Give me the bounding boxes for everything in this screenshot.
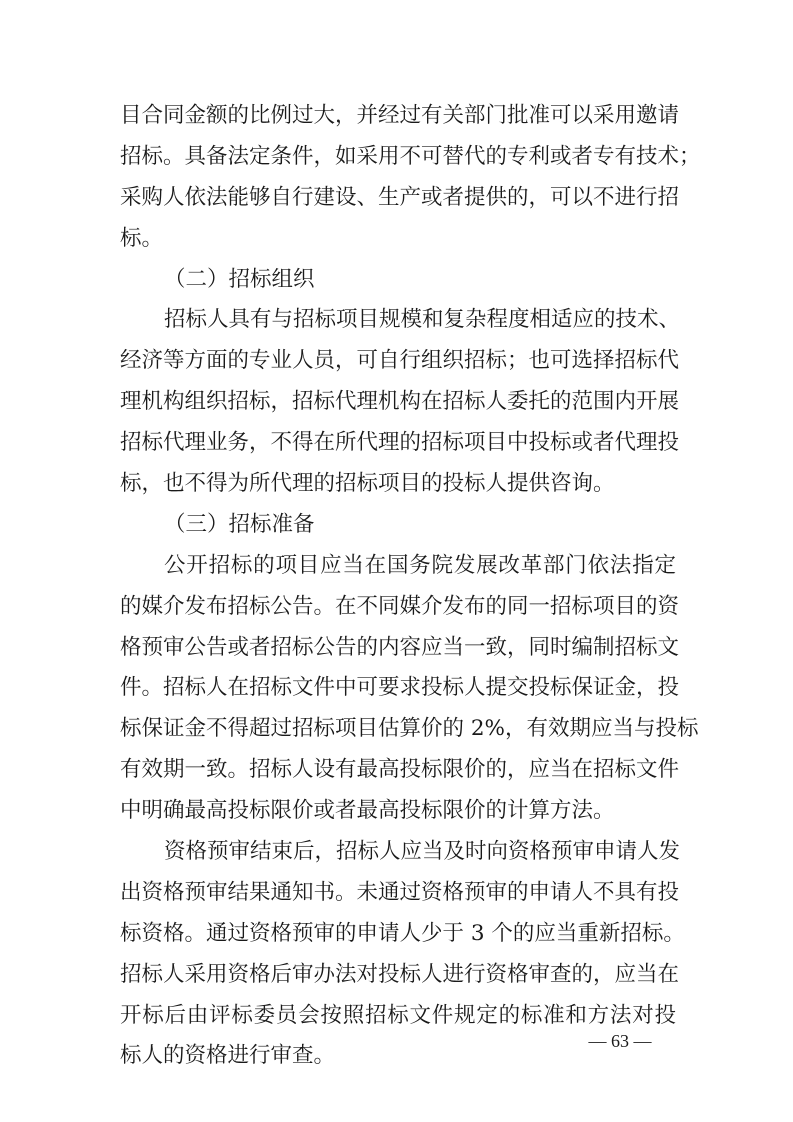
section-heading-organization: （二）招标组织	[164, 266, 315, 292]
text-line: 的媒介发布招标公告。在不同媒介发布的同一招标项目的资	[120, 593, 680, 619]
text-line: 招标代理业务，不得在所代理的招标项目中投标或者代理投	[120, 430, 680, 456]
text-line: 招标人采用资格后审办法对投标人进行资格审查的，应当在	[120, 961, 680, 987]
text-line: 标人的资格进行审查。	[120, 1043, 336, 1069]
text-line: 标，也不得为所代理的招标项目的投标人提供咨询。	[120, 471, 615, 497]
text-line: 资格预审结束后，招标人应当及时向资格预审申请人发	[164, 839, 681, 865]
text-line: 出资格预审结果通知书。未通过资格预审的申请人不具有投	[120, 879, 680, 905]
text-line: 标保证金不得超过招标项目估算价的 2%，有效期应当与投标	[120, 716, 699, 742]
text-line: 标。	[120, 225, 164, 251]
text-line: 中明确最高投标限价或者最高投标限价的计算方法。	[120, 798, 615, 824]
text-line: 经济等方面的专业人员，可自行组织招标；也可选择招标代	[120, 348, 680, 374]
section-heading-preparation: （三）招标准备	[164, 511, 315, 537]
text-line: 开标后由评标委员会按照招标文件规定的标准和方法对投	[120, 1002, 676, 1028]
text-line: 目合同金额的比例过大，并经过有关部门批准可以采用邀请	[120, 103, 680, 128]
text-line: 招标人具有与招标项目规模和复杂程度相适应的技术、	[164, 307, 681, 333]
body-text	[120, 96, 701, 1077]
text-line: 采购人依法能够自行建设、生产或者提供的，可以不进行招	[120, 184, 680, 210]
page-number: — 63 —	[588, 1031, 652, 1051]
text-line: 招标。具备法定条件，如采用不可替代的专利或者专有技术；	[120, 143, 701, 169]
text-line: 理机构组织招标，招标代理机构在招标人委托的范围内开展	[120, 389, 680, 415]
text-line: 格预审公告或者招标公告的内容应当一致，同时编制招标文	[120, 634, 680, 660]
text-line: 有效期一致。招标人设有最高投标限价的，应当在招标文件	[120, 757, 680, 783]
text-line: 公开招标的项目应当在国务院发展改革部门依法指定	[164, 552, 676, 578]
text-line: 件。招标人在招标文件中可要求投标人提交投标保证金，投	[120, 675, 680, 701]
text-line: 标资格。通过资格预审的申请人少于 3 个的应当重新招标。	[120, 920, 685, 946]
